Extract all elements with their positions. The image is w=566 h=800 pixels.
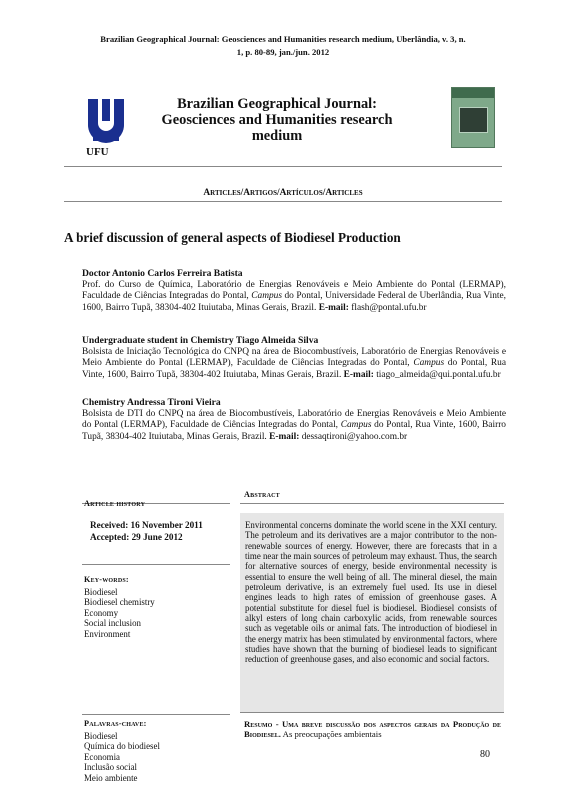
journal-title-line-2: Geosciences and Humanities research [161,112,393,128]
affiliation-text: Bolsista de DTI do CNPQ na área de Biocombustíveis, Laboratório de Energias Renováveis e Meio Ambiente do Pontal (LERMAP), Faculdade de Ciências Integradas do Pontal, [82,409,506,431]
cover-picture [459,107,488,133]
email-label: E-mail: [318,302,349,313]
keyword-item: Social inclusion [84,618,141,629]
resumo-paragraph [244,719,501,740]
keyword-item: Biodiesel chemistry [84,597,155,608]
running-head-line-1: Brazilian Geographical Journal: Geosciences and Humanities research medium, Uberlândia, v. 3, n. [100,34,466,44]
author-name-2: Undergraduate student in Chemistry Tiago Almeida Silva [82,335,319,346]
resumo-text: As preocupações ambientais [280,729,382,740]
email-label: E-mail: [343,369,374,380]
abstract-text: Environmental concerns dominate the world scene in the XXI century. The petroleum and its derivatives are a major contributor to the non-renewable sources of energy. However, there are forecasts that in a time near the main sources of petroleum may exhaust. Thus, the search for alternative sources of energy, beside environmental necessity is essential to ensure the well being of all. The mineral diesel, the main petroleum derivative, is an extremely fuel used. Its use in diesel engines leads to high rates of emission of greenhouse gases. A potential substitute for diesel fuel is biodiesel. Biodiesel consists of alkyl esters of long chain carboxylic acids, from renewable sources such as vegetable oils or animal fats. The introduction of biodiesel in the energy matrix has been stimulated by environmental factors, where studies have shown that the burning of biodiesel leads to significant reduction of greenhouse gases, and also economic and social factors. [245,520,497,665]
palavra-chave-item: Meio ambiente [84,772,138,783]
affiliation-text: Prof. do Curso de Química, Laboratório de Energias Renováveis e Meio Ambiente do Pontal (LERMAP), Faculdade de Ciências Integradas do Pontal, [82,280,506,302]
affiliation-text: do Pontal, Universidade Federal de Uberlândia, Rua Vinte, 1600, Bairro Tupã, 38304-402 Ituiutaba, Minas Gerais, Brazil. [82,291,506,313]
article-history-heading: Article history [84,499,146,508]
palavra-chave-item: Economia [84,751,120,762]
author-affiliation-1 [82,280,506,314]
keywords-list [84,587,155,639]
cover-band [452,88,494,98]
email-link[interactable]: flash@pontal.ufu.br [348,302,427,313]
accepted-date: Accepted: 29 June 2012 [90,531,183,542]
palavras-chave-divider [82,714,230,715]
campus-word: Campus [251,291,282,302]
journal-title [142,96,412,144]
keywords-heading: Key-words: [84,575,129,584]
author-name-3: Chemistry Andressa Tironi Vieira [82,397,221,408]
logo-label: UFU [86,146,109,158]
journal-title-line-3: medium [251,128,303,144]
email-link[interactable]: tiago_almeida@qui.pontal.ufu.br [373,369,501,380]
journal-cover-image [451,87,495,148]
palavras-chave-list [84,731,160,783]
abstract-heading: Abstract [244,490,280,499]
affiliation-text: do Pontal, Rua Vinte, 1600, Bairro Tupã, 38304-402 Ituiutaba, Minas Gerais, Brazil. [82,358,506,380]
campus-word: Campus [340,420,372,431]
page-number: 80 [480,749,490,760]
palavra-chave-item: Química do biodiesel [84,741,160,752]
author-affiliation-3 [82,409,506,443]
article-title: A brief discussion of general aspects of Biodiesel Production [64,230,401,245]
author-affiliation-2 [82,347,506,381]
palavras-chave-heading: Palavras-chave: [84,719,147,728]
section-divider [64,201,502,202]
ufu-logo-icon [84,97,128,145]
keywords-divider [82,564,230,565]
email-label: E-mail: [269,431,300,442]
article-dates [90,520,203,543]
section-label: Articles/Artigos/Artículos/Articles [203,188,363,198]
resumo-lead: Resumo - Uma breve discussão dos aspectos gerais da Produção de Biodiesel. [244,719,501,740]
author-name-1: Doctor Antonio Carlos Ferreira Batista [82,268,243,279]
received-date: Received: 16 November 2011 [90,520,203,530]
header-divider [64,166,502,167]
keyword-item: Biodiesel [84,587,118,597]
keyword-item: Economy [84,607,119,618]
running-head-line-2: 1, p. 80-89, jan./jun. 2012 [236,47,330,57]
keyword-item: Environment [84,628,131,639]
journal-title-line-1: Brazilian Geographical Journal: [177,96,377,112]
palavra-chave-item: Inclusão social [84,762,137,773]
affiliation-text: Bolsista de Iniciação Tecnológica do CNPQ na área de Biocombustíveis, Laboratório de Energias Renováveis e Meio Ambiente do Pontal (LERMAP), Faculdade de Ciências Integradas do Pontal, [82,347,506,369]
abstract-divider [240,503,504,504]
affiliation-text: do Pontal, Rua Vinte, 1600, Bairro Tupã, 38304-402 Ituiutaba, Minas Gerais, Brazil. [82,420,506,442]
campus-word: Campus [413,358,445,369]
email-link[interactable]: dessaqtironi@yahoo.com.br [299,431,408,442]
palavra-chave-item: Biodiesel [84,731,118,741]
running-head [60,33,506,59]
